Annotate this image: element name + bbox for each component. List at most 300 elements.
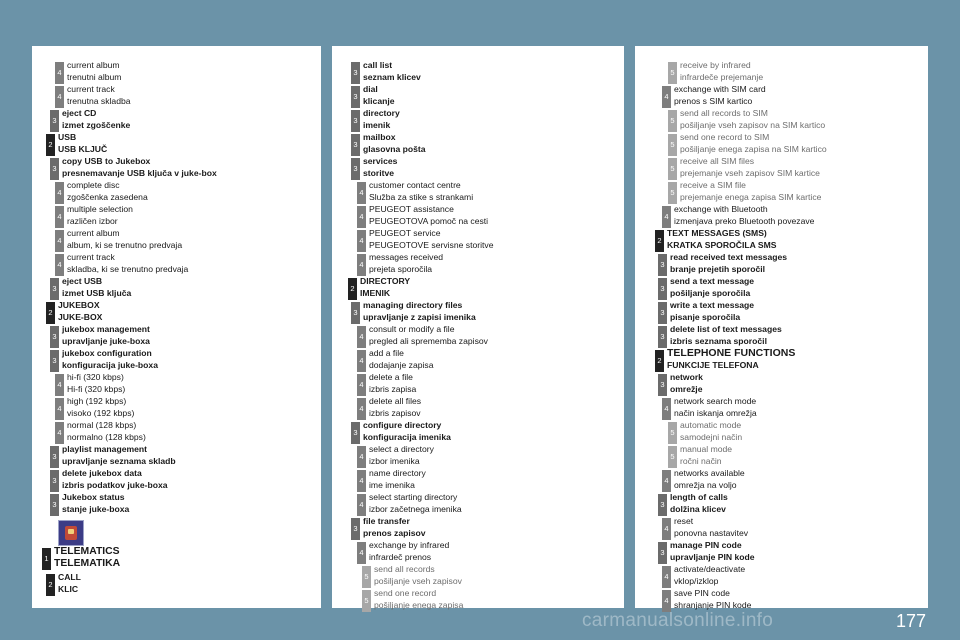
entry-text (680, 156, 924, 180)
menu-label-english: network search mode (674, 396, 757, 406)
level-badge: 3 (351, 110, 360, 132)
entry-text (363, 60, 620, 84)
menu-entry (635, 492, 924, 516)
entry-text (62, 444, 317, 468)
level-badge: 3 (351, 134, 360, 156)
entry-text (674, 588, 924, 612)
level-badge: 4 (357, 350, 366, 372)
menu-entry (635, 300, 924, 324)
level-badge: 3 (50, 494, 59, 516)
menu-entry (332, 276, 620, 300)
entry-text (667, 348, 924, 372)
menu-label-english: current track (67, 252, 115, 262)
entry-text (363, 132, 620, 156)
menu-entry (32, 420, 317, 444)
menu-label-slovenian: storitve (363, 167, 395, 178)
level-badge: 5 (362, 566, 371, 588)
menu-label-english: eject CD (62, 108, 97, 118)
entry-text (670, 324, 924, 348)
menu-label-slovenian: izbris podatkov juke-boxa (62, 479, 168, 490)
entry-text (680, 108, 924, 132)
menu-label-slovenian: upravljanje seznama skladb (62, 455, 176, 466)
entry-text (674, 564, 924, 588)
menu-label-slovenian: trenutna skladba (67, 95, 131, 106)
level-badge: 4 (662, 398, 671, 420)
menu-panel-left (32, 46, 321, 608)
menu-label-english: automatic mode (680, 420, 742, 430)
level-badge: 4 (662, 86, 671, 108)
level-badge: 5 (668, 158, 677, 180)
menu-label-english: TELEPHONE FUNCTIONS (667, 347, 796, 359)
entry-text (67, 372, 317, 396)
menu-panel-middle (332, 46, 624, 608)
menu-label-english: consult or modify a file (369, 324, 455, 334)
level-badge: 2 (46, 574, 55, 596)
level-badge: 2 (46, 302, 55, 324)
level-badge: 2 (348, 278, 357, 300)
level-badge: 4 (662, 566, 671, 588)
menu-entry (635, 156, 924, 180)
level-badge: 4 (357, 326, 366, 348)
entry-text (680, 180, 924, 204)
menu-entry (332, 420, 620, 444)
entry-text (363, 420, 620, 444)
menu-tree-column-2 (332, 46, 624, 608)
entry-text (667, 228, 924, 252)
entry-text (369, 468, 620, 492)
level-badge: 3 (50, 278, 59, 300)
menu-label-slovenian: zgoščenka zasedena (67, 191, 148, 202)
entry-text (369, 540, 620, 564)
menu-entry (332, 468, 620, 492)
menu-label-slovenian: dodajanje zapisa (369, 359, 434, 370)
menu-label-slovenian: upravljanje z zapisi imenika (363, 311, 476, 322)
entry-text (680, 420, 924, 444)
menu-label-slovenian: PEUGEOTOVA pomoč na cesti (369, 215, 489, 226)
level-badge: 4 (357, 446, 366, 468)
menu-label-slovenian: omrežja na voljo (674, 479, 737, 490)
menu-label-slovenian: ročni način (680, 455, 722, 466)
level-badge: 4 (55, 182, 64, 204)
menu-label-slovenian: TELEMATIKA (54, 558, 121, 569)
menu-label-english: TELEMATICS (54, 546, 120, 557)
level-badge: 2 (655, 350, 664, 372)
menu-entry (32, 204, 317, 228)
level-badge: 3 (658, 542, 667, 564)
menu-label-slovenian: normalno (128 kbps) (67, 431, 146, 442)
entry-text (363, 84, 620, 108)
level-badge: 5 (668, 134, 677, 156)
menu-label-slovenian: pregled ali sprememba zapisov (369, 335, 488, 346)
level-badge: 4 (55, 374, 64, 396)
entry-text (674, 84, 924, 108)
telematics-icon (58, 520, 84, 546)
level-badge: 3 (351, 86, 360, 108)
entry-text (680, 444, 924, 468)
entry-text (67, 396, 317, 420)
menu-label-english: read received text messages (670, 252, 788, 262)
level-badge: 4 (662, 518, 671, 540)
menu-label-english: current album (67, 228, 120, 238)
menu-label-english: messages received (369, 252, 444, 262)
menu-entry (332, 132, 620, 156)
entry-text (680, 132, 924, 156)
menu-entry (32, 444, 317, 468)
menu-entry (635, 108, 924, 132)
entry-text (62, 348, 317, 372)
menu-label-english: TEXT MESSAGES (SMS) (667, 228, 767, 238)
menu-label-english: DIRECTORY (360, 276, 411, 286)
entry-text (67, 84, 317, 108)
entry-text (369, 492, 620, 516)
menu-label-slovenian: USB KLJUČ (58, 143, 108, 154)
menu-entry (332, 252, 620, 276)
page-number: 177 (895, 611, 926, 631)
menu-panel-right (635, 46, 928, 608)
menu-label-slovenian: pisanje sporočila (670, 311, 741, 322)
menu-label-english: exchange with Bluetooth (674, 204, 768, 214)
level-badge: 4 (357, 182, 366, 204)
menu-label-english: current track (67, 84, 115, 94)
level-badge: 4 (357, 374, 366, 396)
entry-text (54, 546, 317, 570)
menu-label-slovenian: izmenjava preko Bluetooth povezave (674, 215, 815, 226)
menu-label-slovenian: prenos zapisov (363, 527, 426, 538)
menu-label-slovenian: izmet zgoščenke (62, 119, 131, 130)
level-badge: 3 (658, 374, 667, 396)
level-badge: 4 (357, 206, 366, 228)
menu-label-slovenian: konfiguracija imenika (363, 431, 451, 442)
menu-label-english: configure directory (363, 420, 442, 430)
menu-label-slovenian: Služba za stike s strankami (369, 191, 474, 202)
level-badge: 3 (658, 302, 667, 324)
menu-entry (32, 180, 317, 204)
menu-label-english: send a text message (670, 276, 755, 286)
menu-label-english: delete all files (369, 396, 422, 406)
level-badge: 4 (357, 542, 366, 564)
menu-entry (635, 324, 924, 348)
menu-label-english: manage PIN code (670, 540, 742, 550)
menu-label-english: jukebox configuration (62, 348, 152, 358)
menu-label-slovenian: presnemavanje USB ključa v juke-box (62, 167, 217, 178)
menu-label-english: receive a SIM file (680, 180, 746, 190)
menu-label-english: exchange with SIM card (674, 84, 766, 94)
entry-text (369, 372, 620, 396)
watermark: carmanualsonline.info (582, 610, 774, 631)
menu-entry (32, 276, 317, 300)
level-badge: 4 (662, 470, 671, 492)
menu-label-english: PEUGEOT assistance (369, 204, 454, 214)
menu-label-english: multiple selection (67, 204, 133, 214)
menu-label-slovenian: pošiljanje sporočila (670, 287, 751, 298)
menu-entry (32, 60, 317, 84)
menu-label-slovenian: JUKE-BOX (58, 311, 103, 322)
menu-entry (32, 572, 317, 596)
menu-label-slovenian: shranjanje PIN kode (674, 599, 752, 610)
menu-label-english: select starting directory (369, 492, 458, 502)
entry-text (674, 516, 924, 540)
menu-entry (332, 444, 620, 468)
level-badge: 5 (362, 590, 371, 612)
menu-label-english: send all records (374, 564, 435, 574)
menu-entry (332, 180, 620, 204)
entry-text (674, 204, 924, 228)
entry-text (670, 276, 924, 300)
entry-text (58, 572, 317, 596)
level-badge: 4 (662, 590, 671, 612)
menu-label-english: CALL (58, 572, 81, 582)
entry-text (363, 300, 620, 324)
entry-text (67, 204, 317, 228)
entry-text (369, 204, 620, 228)
level-badge: 3 (50, 110, 59, 132)
menu-label-slovenian: pošiljanje enega zapisa (374, 599, 464, 610)
menu-label-slovenian: imenik (363, 119, 391, 130)
level-badge: 5 (668, 446, 677, 468)
level-badge: 4 (55, 422, 64, 444)
menu-entry (635, 396, 924, 420)
entry-text (62, 468, 317, 492)
entry-text (363, 516, 620, 540)
menu-label-english: add a file (369, 348, 404, 358)
menu-entry (332, 516, 620, 540)
menu-entry (635, 444, 924, 468)
menu-label-english: network (670, 372, 703, 382)
menu-entry (332, 228, 620, 252)
entry-text (67, 252, 317, 276)
menu-label-english: complete disc (67, 180, 120, 190)
menu-entry (332, 564, 620, 588)
menu-label-english: hi-fi (320 kbps) (67, 372, 124, 382)
menu-label-slovenian: ponovna nastavitev (674, 527, 749, 538)
menu-label-english: normal (128 kbps) (67, 420, 137, 430)
menu-tree-column-3 (635, 46, 928, 608)
level-badge: 3 (50, 350, 59, 372)
menu-entry (332, 84, 620, 108)
menu-entry (635, 228, 924, 252)
entry-text (58, 132, 317, 156)
menu-label-english: networks available (674, 468, 745, 478)
menu-label-english: receive all SIM files (680, 156, 755, 166)
menu-label-english: copy USB to Jukebox (62, 156, 151, 166)
menu-entry (332, 348, 620, 372)
menu-label-slovenian: visoko (192 kbps) (67, 407, 135, 418)
level-badge: 2 (655, 230, 664, 252)
menu-entry (635, 132, 924, 156)
level-badge: 3 (658, 494, 667, 516)
level-badge: 3 (351, 158, 360, 180)
menu-label-slovenian: glasovna pošta (363, 143, 426, 154)
entry-text (670, 540, 924, 564)
menu-label-slovenian: različen izbor (67, 215, 118, 226)
menu-entry (635, 204, 924, 228)
menu-label-slovenian: izbor imenika (369, 455, 420, 466)
level-badge: 3 (351, 302, 360, 324)
menu-label-english: eject USB (62, 276, 103, 286)
menu-label-english: PEUGEOT service (369, 228, 441, 238)
entry-text (369, 228, 620, 252)
menu-entry (32, 228, 317, 252)
entry-text (680, 60, 924, 84)
menu-label-slovenian: ime imenika (369, 479, 415, 490)
menu-label-english: playlist management (62, 444, 148, 454)
menu-label-english: directory (363, 108, 400, 118)
entry-text (58, 300, 317, 324)
menu-entry (635, 60, 924, 84)
entry-text (62, 324, 317, 348)
menu-entry (32, 396, 317, 420)
level-badge: 3 (351, 62, 360, 84)
entry-text (67, 228, 317, 252)
menu-entry (635, 540, 924, 564)
menu-entry (32, 132, 317, 156)
menu-entry (635, 564, 924, 588)
menu-label-slovenian: klicanje (363, 95, 395, 106)
menu-label-english: manual mode (680, 444, 733, 454)
menu-label-english: customer contact centre (369, 180, 461, 190)
menu-label-english: delete jukebox data (62, 468, 142, 478)
menu-label-english: write a text message (670, 300, 755, 310)
menu-entry (635, 516, 924, 540)
entry-text (62, 156, 317, 180)
menu-label-slovenian: izbris zapisov (369, 407, 421, 418)
entry-text (369, 348, 620, 372)
menu-label-english: JUKEBOX (58, 300, 100, 310)
menu-label-slovenian: pošiljanje enega zapisa na SIM kartico (680, 143, 827, 154)
menu-entry (635, 420, 924, 444)
menu-label-slovenian: prenos s SIM kartico (674, 95, 753, 106)
entry-text (62, 492, 317, 516)
entry-text (363, 108, 620, 132)
menu-label-slovenian: FUNKCIJE TELEFONA (667, 359, 759, 370)
menu-label-slovenian: branje prejetih sporočil (670, 263, 766, 274)
menu-label-english: managing directory files (363, 300, 463, 310)
menu-entry (635, 276, 924, 300)
menu-entry (32, 372, 317, 396)
menu-label-slovenian: izbor začetnega imenika (369, 503, 462, 514)
menu-label-slovenian: infrardeče prejemanje (680, 71, 764, 82)
level-badge: 3 (658, 254, 667, 276)
menu-label-english: file transfer (363, 516, 410, 526)
menu-entry (332, 108, 620, 132)
menu-label-english: send one record to SIM (680, 132, 770, 142)
level-badge: 2 (46, 134, 55, 156)
menu-label-english: select a directory (369, 444, 434, 454)
menu-label-slovenian: upravljanje juke-boxa (62, 335, 150, 346)
menu-label-slovenian: izmet USB ključa (62, 287, 132, 298)
menu-label-slovenian: prejemanje enega zapisa SIM kartice (680, 191, 822, 202)
menu-label-slovenian: trenutni album (67, 71, 122, 82)
level-badge: 4 (55, 62, 64, 84)
menu-label-english: send one record (374, 588, 437, 598)
entry-text (369, 252, 620, 276)
entry-text (67, 60, 317, 84)
menu-label-english: mailbox (363, 132, 396, 142)
entry-text (374, 588, 620, 612)
level-badge: 3 (658, 326, 667, 348)
menu-label-slovenian: način iskanja omrežja (674, 407, 757, 418)
level-badge: 3 (50, 470, 59, 492)
entry-text (369, 444, 620, 468)
level-badge: 4 (357, 470, 366, 492)
menu-label-english: delete a file (369, 372, 413, 382)
level-badge: 3 (50, 326, 59, 348)
menu-label-slovenian: infrardeč prenos (369, 551, 432, 562)
menu-label-english: high (192 kbps) (67, 396, 127, 406)
menu-label-slovenian: seznam klicev (363, 71, 421, 82)
menu-label-english: Jukebox status (62, 492, 125, 502)
menu-label-english: activate/deactivate (674, 564, 746, 574)
menu-entry (635, 372, 924, 396)
menu-label-english: name directory (369, 468, 426, 478)
menu-label-slovenian: omrežje (670, 383, 703, 394)
menu-entry (332, 324, 620, 348)
menu-label-slovenian: samodejni način (680, 431, 743, 442)
entry-text (67, 420, 317, 444)
menu-entry (32, 300, 317, 324)
menu-entry (32, 468, 317, 492)
menu-entry (332, 588, 620, 612)
menu-entry (332, 300, 620, 324)
level-badge: 1 (42, 548, 51, 570)
menu-label-slovenian: IMENIK (360, 287, 391, 298)
menu-entry (332, 60, 620, 84)
level-badge: 4 (55, 230, 64, 252)
menu-label-english: jukebox management (62, 324, 150, 334)
menu-label-english: exchange by infrared (369, 540, 450, 550)
menu-entry (32, 108, 317, 132)
level-badge: 4 (357, 254, 366, 276)
menu-label-slovenian: album, ki se trenutno predvaja (67, 239, 183, 250)
menu-label-slovenian: KLIC (58, 583, 79, 594)
menu-label-slovenian: Hi-fi (320 kbps) (67, 383, 126, 394)
menu-entry (332, 372, 620, 396)
entry-text (670, 252, 924, 276)
menu-entry (32, 84, 317, 108)
entry-text (67, 180, 317, 204)
menu-entry (332, 204, 620, 228)
menu-entry (332, 492, 620, 516)
level-badge: 5 (668, 110, 677, 132)
menu-label-english: delete list of text messages (670, 324, 782, 334)
menu-label-slovenian: konfiguracija juke-boxa (62, 359, 158, 370)
menu-entry (32, 546, 317, 570)
menu-entry (332, 540, 620, 564)
menu-entry (635, 468, 924, 492)
menu-entry (32, 348, 317, 372)
menu-label-slovenian: pošiljanje vseh zapisov (374, 575, 462, 586)
menu-label-slovenian: vklop/izklop (674, 575, 719, 586)
menu-label-slovenian: dolžina klicev (670, 503, 726, 514)
level-badge: 5 (668, 182, 677, 204)
menu-label-slovenian: skladba, ki se trenutno predvaja (67, 263, 189, 274)
level-badge: 3 (658, 278, 667, 300)
menu-label-slovenian: izbris seznama sporočil (670, 335, 767, 346)
level-badge: 3 (351, 422, 360, 444)
level-badge: 3 (50, 446, 59, 468)
level-badge: 4 (55, 398, 64, 420)
level-badge: 4 (357, 494, 366, 516)
entry-text (360, 276, 620, 300)
menu-entry (32, 492, 317, 516)
entry-text (670, 300, 924, 324)
menu-label-english: send all records to SIM (680, 108, 768, 118)
entry-text (674, 468, 924, 492)
level-badge: 4 (55, 86, 64, 108)
menu-entry (332, 156, 620, 180)
menu-entry (332, 396, 620, 420)
menu-label-slovenian: upravljanje PIN kode (670, 551, 755, 562)
